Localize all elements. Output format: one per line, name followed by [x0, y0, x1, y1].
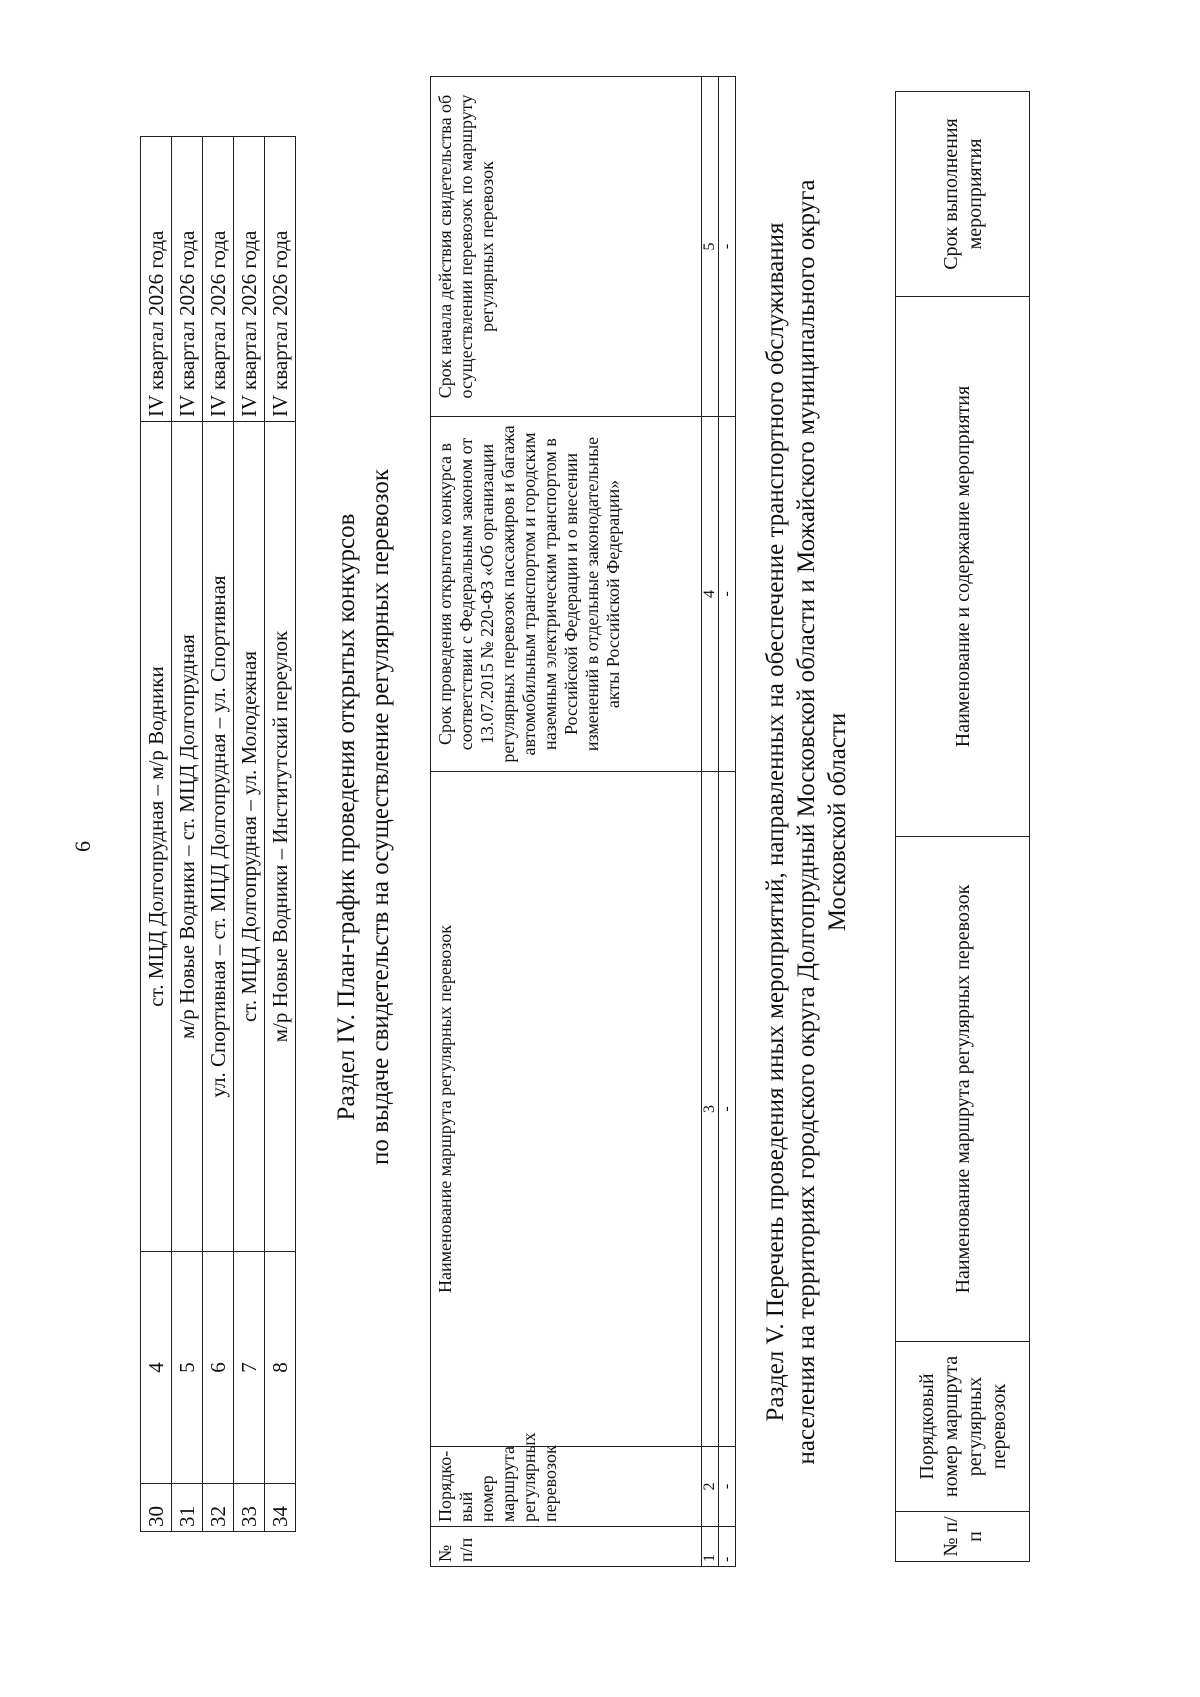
route-name-cell: ст. МЦД Долгопрудная – м/р Водники: [141, 422, 172, 1252]
numbering-cell: 2: [702, 1447, 719, 1527]
section5-table: [895, 91, 1030, 1562]
empty-cell: -: [719, 1447, 736, 1527]
section4-title-line1: Раздел IV. План-график проведения открытых конкурсов: [333, 513, 360, 1121]
numbering-cell: 1: [702, 1527, 719, 1567]
numbering-cell: 4: [702, 417, 719, 772]
term-cell: IV квартал 2026 года: [172, 137, 203, 422]
empty-cell: -: [719, 417, 736, 772]
section5-title-line1: Раздел V. Перечень проведения иных мероприятий, направленных на обеспечение транспортного обслуживания: [762, 222, 789, 1422]
section4-title: [330, 317, 398, 1317]
table-row: [234, 137, 265, 1532]
header-contest-term: Срок проведения открытого конкурса в соответствии с Федеральным законом от 13.07.2015 № 220-ФЗ «Об организации регулярных перевозок пассажиров и багажа автомобильным транспортом и городским наземным электрическим транспортом в Российской Федерации и о внесении изменений в отдельные законодательные акты Российской Федерации»: [431, 417, 702, 772]
section4-title-line2: по выдаче свидетельств на осуществление регулярных перевозок: [367, 468, 394, 1166]
term-cell: IV квартал 2026 года: [234, 137, 265, 422]
empty-cell: -: [719, 1527, 736, 1567]
section5-header-row: [896, 92, 1030, 1562]
route-name-cell: м/р Новые Водники – ст. МЦД Долгопрудная: [172, 422, 203, 1252]
route-order-cell: 4: [141, 1252, 172, 1484]
section5-title: [760, 177, 853, 1467]
section4-table: [430, 76, 736, 1567]
header-route-name: Наименование маршрута регулярных перевозок: [896, 837, 1030, 1342]
route-order-cell: 7: [234, 1252, 265, 1484]
empty-cell: -: [719, 772, 736, 1447]
row-number-cell: 32: [203, 1484, 234, 1532]
route-order-cell: 6: [203, 1252, 234, 1484]
header-number: № п/п: [896, 1512, 1030, 1562]
numbering-cell: 3: [702, 772, 719, 1447]
header-number: № п/п: [431, 1527, 702, 1567]
section5-title-line3: Московской области: [824, 712, 851, 932]
section5-title-line2: населения на территориях городского округа Долгопрудный Московской области и Можайского муниципального округа: [793, 179, 820, 1465]
header-route-order: Порядко-вый номер маршрута регулярных перевозок: [431, 1447, 702, 1527]
route-order-cell: 8: [265, 1252, 296, 1484]
continuation-table: [140, 136, 296, 1532]
section4-numbering-row: [702, 77, 719, 1567]
section4-empty-row: [719, 77, 736, 1567]
header-measure: Наименование и содержание мероприятия: [896, 297, 1030, 837]
row-number-cell: 31: [172, 1484, 203, 1532]
row-number-cell: 30: [141, 1484, 172, 1532]
term-cell: IV квартал 2026 года: [265, 137, 296, 422]
route-name-cell: ул. Спортивная – ст. МЦД Долгопрудная – ул. Спортивная: [203, 422, 234, 1252]
header-measure-term: Срок выполнения мероприятия: [896, 92, 1030, 297]
empty-cell: -: [719, 77, 736, 417]
route-order-cell: 5: [172, 1252, 203, 1484]
table-row: [172, 137, 203, 1532]
header-route-order: Порядковый номер маршрута регулярных перевозок: [896, 1342, 1030, 1512]
table-row: [203, 137, 234, 1532]
term-cell: IV квартал 2026 года: [203, 137, 234, 422]
route-name-cell: м/р Новые Водники – Институтский переулок: [265, 422, 296, 1252]
route-name-cell: ст. МЦД Долгопрудная – ул. Молодежная: [234, 422, 265, 1252]
section4-header-row: [431, 77, 702, 1567]
row-number-cell: 34: [265, 1484, 296, 1532]
header-certificate-start: Срок начала действия свидетельства об осуществлении перевозок по маршруту регулярных перевозок: [431, 77, 702, 417]
table-row: [265, 137, 296, 1532]
row-number-cell: 33: [234, 1484, 265, 1532]
header-route-name: Наименование маршрута регулярных перевозок: [431, 772, 702, 1447]
page-number: 6: [70, 841, 95, 852]
term-cell: IV квартал 2026 года: [141, 137, 172, 422]
numbering-cell: 5: [702, 77, 719, 417]
table-row: [141, 137, 172, 1532]
